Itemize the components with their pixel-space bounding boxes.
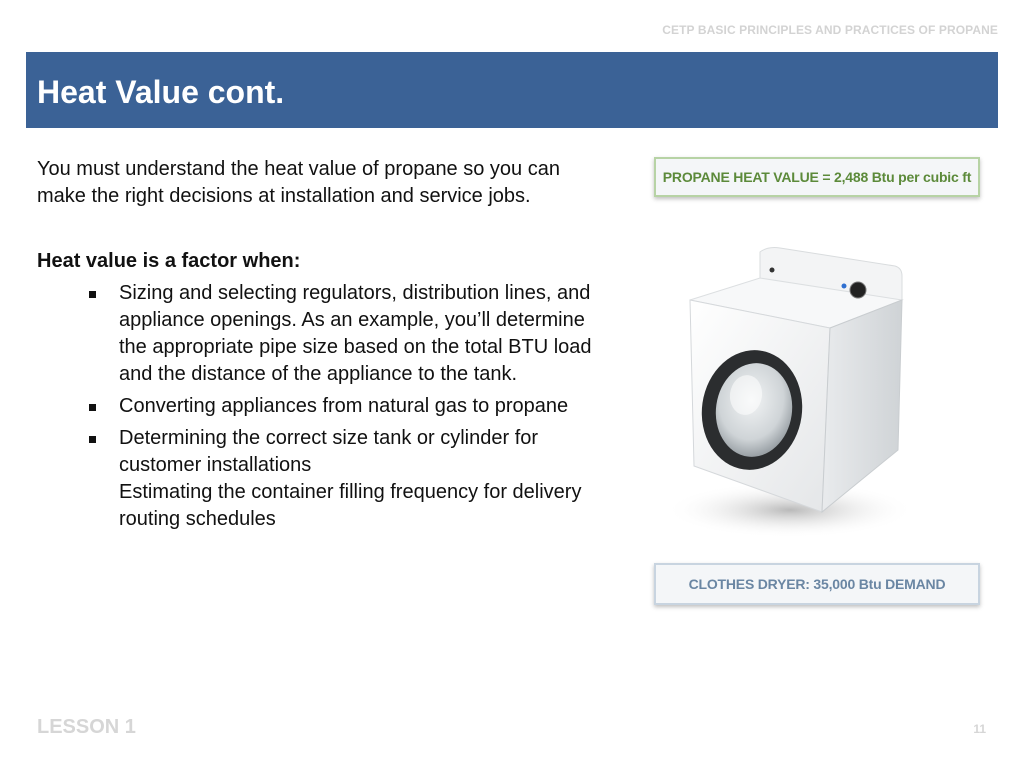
dryer-indicator-icon: [842, 284, 847, 289]
list-item-continuation: Estimating the container filling frequency for delivery routing schedules: [119, 481, 582, 530]
list-item-text: Determining the correct size tank or cylinder for customer installations: [119, 427, 539, 476]
dryer-demand-text: CLOTHES DRYER: 35,000 Btu DEMAND: [688, 576, 946, 592]
square-bullet-icon: [89, 436, 96, 443]
lesson-label: LESSON 1: [37, 716, 136, 738]
list-item-text: Sizing and selecting regulators, distribution lines, and appliance openings. As an example, you’ll determine the appropriate pipe size based on the total BTU load and the distance of the appliance to the tank.: [119, 282, 592, 385]
main-content: [37, 156, 607, 538]
list-item: [119, 393, 607, 420]
page-title: Heat Value cont.: [37, 74, 285, 110]
intro-paragraph: You must understand the heat value of propane so you can make the right decisions at installation and service jobs.: [37, 158, 560, 207]
heat-value-callout: [654, 157, 980, 197]
factor-heading: Heat value is a factor when:: [37, 250, 301, 272]
course-caption: CETP BASIC PRINCIPLES AND PRACTICES OF PROPANE: [662, 23, 998, 37]
dryer-demand-callout: [654, 563, 980, 605]
square-bullet-icon: [89, 291, 96, 298]
list-item-text: Converting appliances from natural gas to propane: [119, 395, 569, 417]
dryer-side: [822, 300, 902, 512]
dryer-knob-icon: [850, 282, 866, 298]
page-number: 11: [973, 722, 986, 736]
title-bar: [26, 52, 998, 128]
heat-value-text: PROPANE HEAT VALUE = 2,488 Btu per cubic ft: [662, 169, 972, 185]
square-bullet-icon: [89, 404, 96, 411]
list-item: [119, 425, 607, 533]
factor-list: [37, 280, 607, 533]
clothes-dryer-image: [650, 240, 920, 540]
list-item: [119, 280, 607, 388]
dryer-button-icon: [770, 268, 775, 273]
